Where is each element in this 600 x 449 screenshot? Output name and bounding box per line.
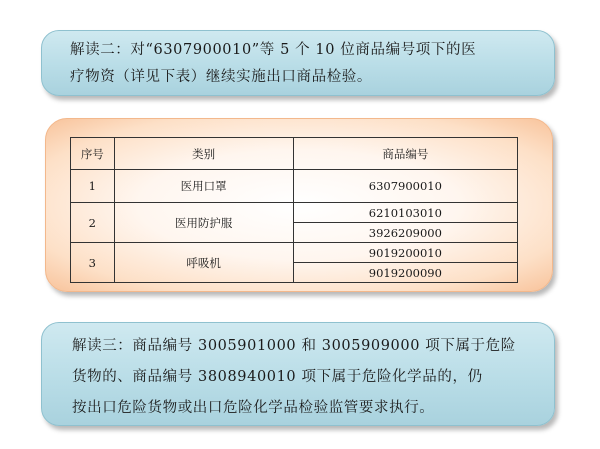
interpretation-three-line-2: 货物的、商品编号 3808940010 项下属于危险化学品的，仍 — [72, 369, 483, 385]
interpretation-two-box — [41, 30, 555, 96]
header-category: 类别 — [114, 138, 293, 170]
cell-goods-code: 6210103010 — [293, 203, 517, 223]
cell-serial-no: 3 — [71, 243, 115, 283]
goods-table — [70, 137, 518, 283]
table-row — [71, 170, 518, 203]
cell-serial-no: 2 — [71, 203, 115, 243]
header-serial-no: 序号 — [71, 138, 115, 170]
interpretation-two-line-1: 解读二：对“6307900010”等 5 个 10 位商品编号项下的医 — [70, 42, 477, 58]
cell-goods-code: 6307900010 — [293, 170, 517, 203]
table-row — [71, 243, 518, 263]
header-goods-code: 商品编号 — [293, 138, 517, 170]
cell-goods-code: 3926209000 — [293, 223, 517, 243]
cell-serial-no: 1 — [71, 170, 115, 203]
cell-goods-code: 9019200090 — [293, 263, 517, 283]
interpretation-three-box — [41, 322, 555, 426]
interpretation-three-line-3: 按出口危险货物或出口危险化学品检验监管要求执行。 — [72, 400, 435, 416]
cell-category: 医用口罩 — [114, 170, 293, 203]
table-header-row — [71, 138, 518, 170]
table-row — [71, 203, 518, 223]
interpretation-three-line-1: 解读三：商品编号 3005901000 和 3005909000 项下属于危险 — [72, 338, 516, 354]
interpretation-two-line-2: 疗物资（详见下表）继续实施出口商品检验。 — [70, 69, 372, 85]
cell-category: 呼吸机 — [114, 243, 293, 283]
cell-goods-code: 9019200010 — [293, 243, 517, 263]
cell-category: 医用防护服 — [114, 203, 293, 243]
